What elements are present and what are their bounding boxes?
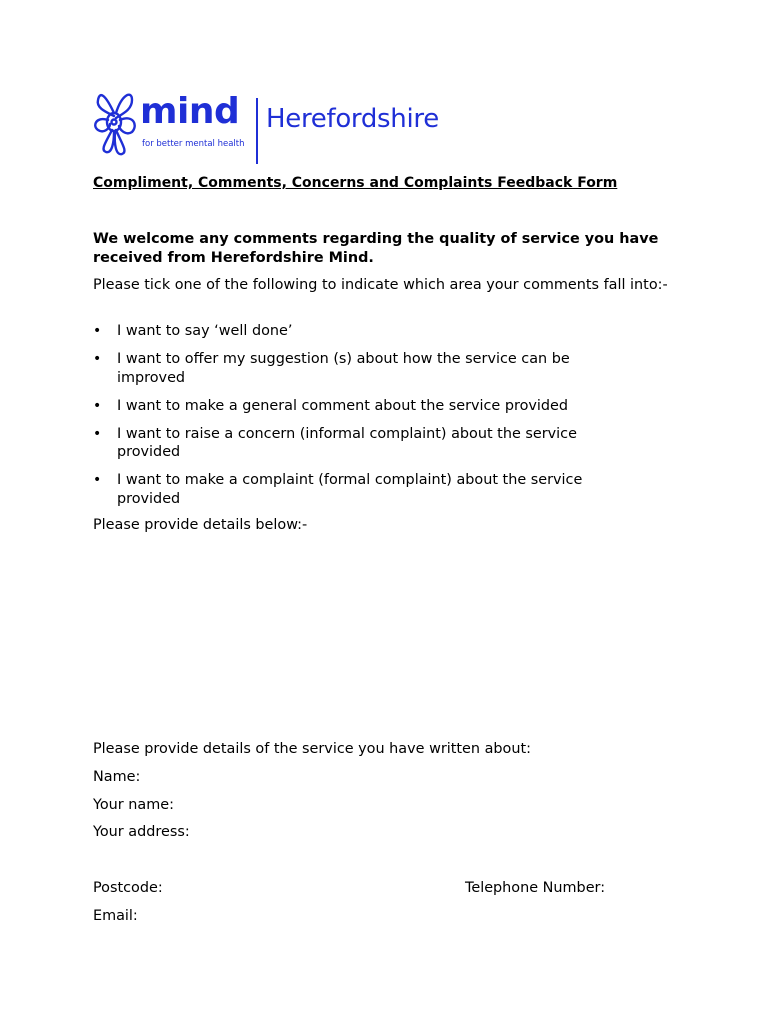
email-field-label: Email: <box>93 908 138 924</box>
bullet-icon: • <box>93 397 102 414</box>
option-raise-concern[interactable] <box>93 425 617 462</box>
logo-tagline: for better mental health <box>142 139 245 149</box>
address-field-label: Your address: <box>93 824 190 840</box>
mind-wordmark: mind <box>140 91 240 132</box>
your-name-field-label: Your name: <box>93 797 174 813</box>
telephone-field-label: Telephone Number: <box>465 880 606 896</box>
feedback-options-list <box>93 322 683 518</box>
option-label: I want to make a general comment about the service provided <box>117 397 569 414</box>
option-formal-complaint[interactable] <box>93 471 617 508</box>
mind-herefordshire-logo <box>92 84 452 166</box>
option-label: I want to say ‘well done’ <box>117 323 293 339</box>
option-well-done[interactable] <box>93 322 617 341</box>
bullet-icon: • <box>93 425 102 442</box>
mind-figure-icon <box>92 86 140 162</box>
postcode-field-label: Postcode: <box>93 880 163 896</box>
details-label: Please provide details below:- <box>93 517 308 533</box>
option-suggestion[interactable] <box>93 350 617 387</box>
bullet-icon: • <box>93 323 102 339</box>
instruction-text: Please tick one of the following to indicate which area your comments fall into:- <box>93 277 668 293</box>
intro-text: We welcome any comments regarding the quality of service you have received from Herefordshire Mind. <box>93 231 659 266</box>
bullet-icon: • <box>93 351 102 367</box>
option-label: I want to make a complaint (formal complaint) about the service provided <box>117 472 583 507</box>
option-label: I want to offer my suggestion (s) about how the service can be improved <box>117 351 570 386</box>
logo-divider <box>256 98 258 164</box>
form-title: Compliment, Comments, Concerns and Complaints Feedback Form <box>93 175 618 191</box>
logo-region-name: Herefordshire <box>266 104 439 134</box>
service-details-label: Please provide details of the service you have written about: <box>93 741 531 757</box>
bullet-icon: • <box>93 472 102 488</box>
name-field-label: Name: <box>93 769 141 785</box>
option-general-comment[interactable] <box>93 397 617 416</box>
details-field[interactable] <box>93 540 683 730</box>
option-label: I want to raise a concern (informal complaint) about the service provided <box>117 425 577 460</box>
